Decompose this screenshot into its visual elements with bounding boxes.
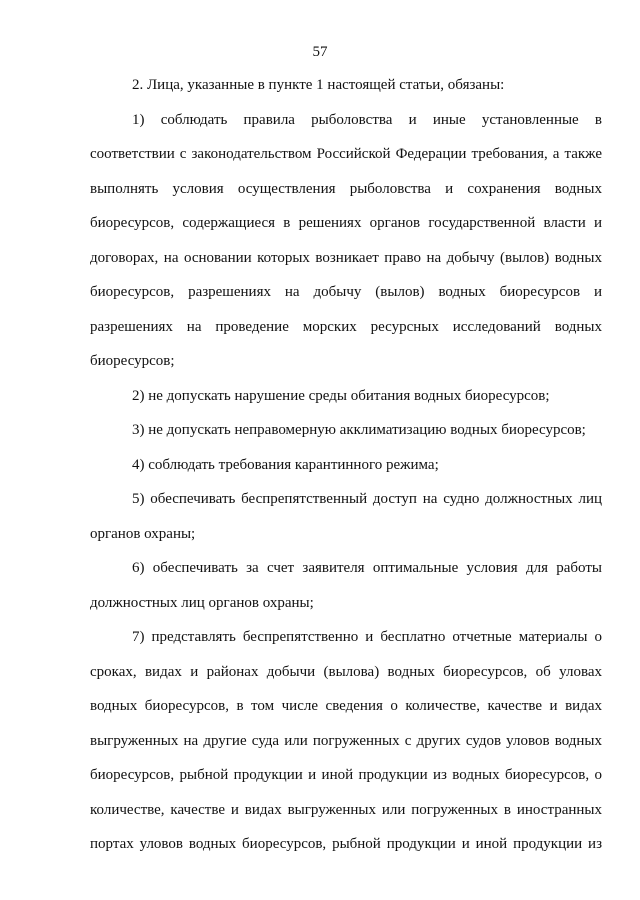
- page-number: 57: [312, 44, 328, 60]
- paragraph-item-6: 6) обеспечивать за счет заявителя оптимальные условия для работы должностных лиц органов охраны;: [90, 560, 602, 611]
- paragraph-item-4: 4) соблюдать требования карантинного режима;: [132, 456, 439, 473]
- paragraph-item-2: 2) не допускать нарушение среды обитания водных биоресурсов;: [132, 387, 550, 404]
- paragraph-item-3: 3) не допускать неправомерную акклиматизацию водных биоресурсов;: [132, 422, 586, 438]
- document-body: [90, 68, 602, 862]
- paragraph-item-1: 1) соблюдать правила рыболовства и иные установленные в соответствии с законодательством Российской Федерации требования, а также выполнять условия осуществления рыболовства и сохранения водных биоресурсов, содержащиеся в решениях органов государственной власти и договорах, на основании которых возникает право на добычу (вылов) водных биоресурсов, разрешениях на добычу (вылов) водных биоресурсов и разрешениях на проведение морских ресурсных исследований водных биоресурсов;: [90, 111, 602, 369]
- paragraph-item-5: 5) обеспечивать беспрепятственный доступ на судно должностных лиц органов охраны;: [90, 491, 602, 542]
- paragraph-intro: 2. Лица, указанные в пункте 1 настоящей статьи, обязаны:: [132, 77, 505, 93]
- paragraph-item-7: 7) представлять беспрепятственно и бесплатно отчетные материалы о сроках, видах и районах добычи (вылова) водных биоресурсов, об уловах водных биоресурсов, в том числе сведения о количестве, качестве и видах выгруженных на другие суда или погруженных с других судов уловов водных биоресурсов, рыбной продукции и иной продукции из водных биоресурсов, о количестве, качестве и видах выгруженных или погруженных в иностранных портах уловов водных биоресурсов, рыбной продукции и иной продукции из: [90, 629, 602, 852]
